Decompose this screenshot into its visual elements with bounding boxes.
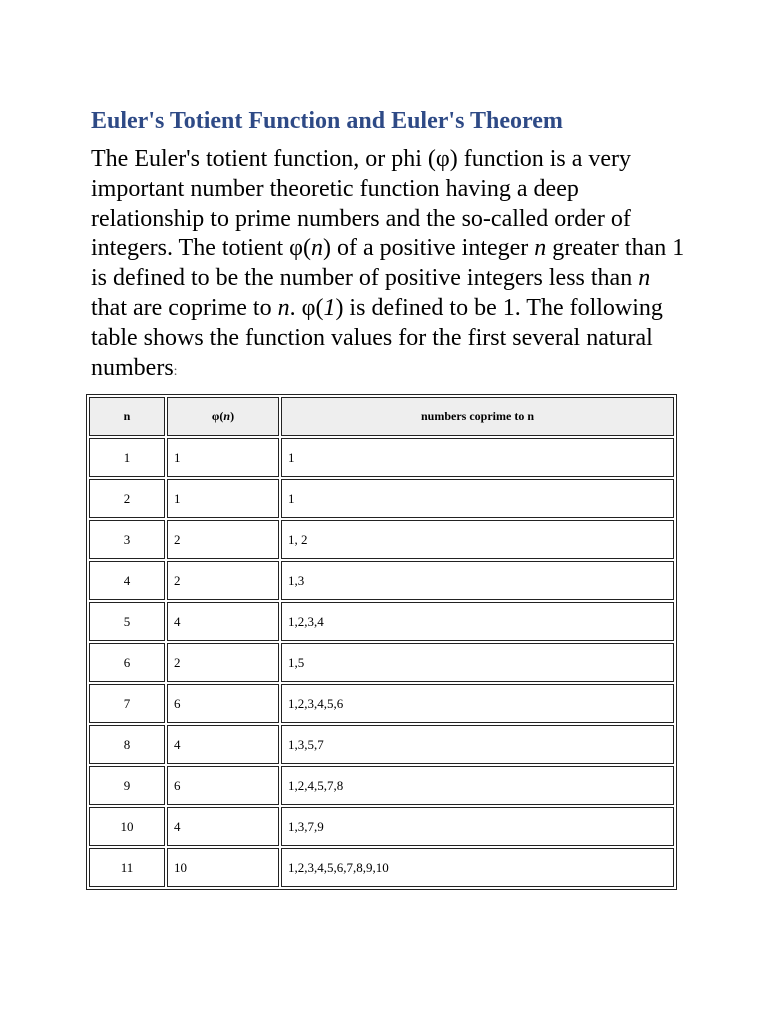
cell-coprimes: 1,2,3,4: [281, 602, 674, 641]
cell-phi: 4: [167, 725, 279, 764]
intro-text-1: The Euler's totient function, or phi (φ) function is a very important number theoretic function having a deep relationship to prime numbers and the so-called order of integers. The totient φ(: [91, 146, 632, 262]
intro-text-6: ) is defined to be 1. The following table shows the function values for the first several natural numbers: [91, 294, 663, 381]
cell-phi: 2: [167, 643, 279, 682]
table-row: [89, 561, 674, 600]
table-row: [89, 766, 674, 805]
cell-n: 5: [89, 602, 165, 641]
cell-coprimes: 1,2,3,4,5,6,7,8,9,10: [281, 848, 674, 887]
intro-paragraph: [91, 145, 691, 386]
intro-var-n-4: n: [277, 294, 290, 321]
table-row: [89, 848, 674, 887]
cell-n: 6: [89, 643, 165, 682]
intro-var-n-2: n: [534, 235, 547, 262]
cell-n: 7: [89, 684, 165, 723]
intro-text-4: that are coprime to: [91, 294, 278, 321]
table-row: [89, 643, 674, 682]
cell-n: 11: [89, 848, 165, 887]
intro-text-3: greater than 1 is defined to be the number of positive integers less than: [91, 235, 685, 292]
table-row: [89, 807, 674, 846]
page-title: Euler's Totient Function and Euler's Theorem: [91, 108, 563, 134]
cell-n: 3: [89, 520, 165, 559]
table-row: [89, 602, 674, 641]
cell-phi: 2: [167, 520, 279, 559]
cell-n: 2: [89, 479, 165, 518]
table-row: [89, 479, 674, 518]
cell-coprimes: 1,3: [281, 561, 674, 600]
header-n: n: [89, 397, 165, 436]
intro-var-n-3: n: [638, 265, 651, 292]
cell-n: 9: [89, 766, 165, 805]
intro-colon: :: [173, 363, 178, 379]
intro-text-2: ) of a positive integer: [323, 235, 535, 262]
cell-phi: 1: [167, 479, 279, 518]
cell-phi: 1: [167, 438, 279, 477]
cell-coprimes: 1: [281, 438, 674, 477]
cell-coprimes: 1,5: [281, 643, 674, 682]
header-phi: [167, 397, 279, 436]
table-header-row: [89, 397, 674, 436]
cell-phi: 4: [167, 807, 279, 846]
cell-phi: 6: [167, 684, 279, 723]
cell-phi: 6: [167, 766, 279, 805]
table-row: [89, 520, 674, 559]
intro-var-n-1: n: [311, 235, 324, 262]
cell-coprimes: 1, 2: [281, 520, 674, 559]
table-row: [89, 684, 674, 723]
cell-coprimes: 1,3,5,7: [281, 725, 674, 764]
cell-n: 10: [89, 807, 165, 846]
header-phi-suffix: ): [230, 409, 235, 423]
cell-phi: 2: [167, 561, 279, 600]
cell-coprimes: 1: [281, 479, 674, 518]
cell-coprimes: 1,2,4,5,7,8: [281, 766, 674, 805]
cell-coprimes: 1,3,7,9: [281, 807, 674, 846]
table-row: [89, 725, 674, 764]
totient-table-container: [86, 394, 677, 890]
header-phi-var: n: [223, 409, 231, 423]
intro-text-5: . φ(: [289, 294, 324, 321]
intro-var-one: 1: [323, 294, 336, 321]
cell-phi: 4: [167, 602, 279, 641]
header-coprimes: numbers coprime to n: [281, 397, 674, 436]
cell-n: 1: [89, 438, 165, 477]
cell-n: 4: [89, 561, 165, 600]
header-phi-prefix: φ(: [211, 409, 224, 423]
table-row: [89, 438, 674, 477]
cell-n: 8: [89, 725, 165, 764]
cell-coprimes: 1,2,3,4,5,6: [281, 684, 674, 723]
totient-table: [86, 394, 677, 890]
cell-phi: 10: [167, 848, 279, 887]
